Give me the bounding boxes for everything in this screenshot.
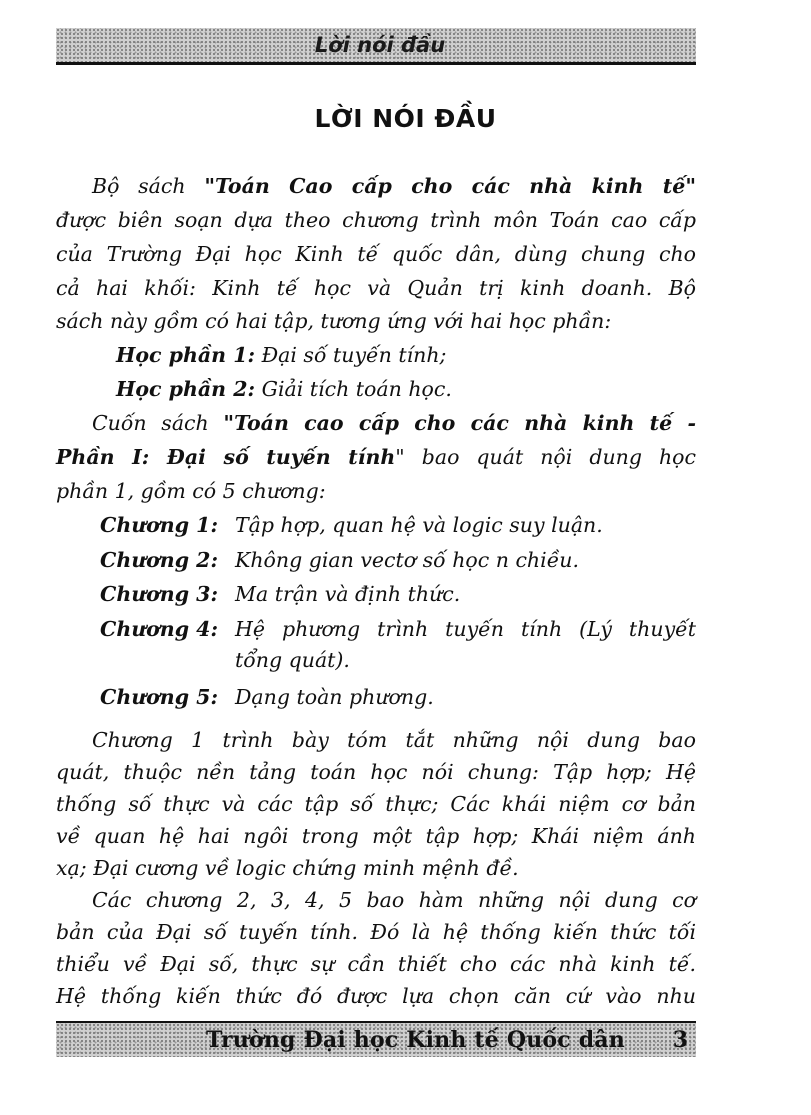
page-title: LỜI NÓI ĐẦU — [314, 104, 497, 133]
chapter-text: Dạng toàn phương. — [235, 685, 434, 709]
chapter-label: Chương 2: — [100, 548, 219, 572]
module-label: Học phần 2: — [116, 377, 256, 401]
chapter-label: Chương 1: — [100, 513, 219, 537]
module-item — [116, 375, 696, 403]
text-segment: Cuốn sách — [92, 411, 224, 435]
text-line — [56, 172, 696, 200]
text-segment: " bao quát nội dung học — [395, 445, 696, 469]
text-line: phần 1, gồm có 5 chương: — [56, 479, 326, 503]
chapter-text: Tập hợp, quan hệ và logic suy luận. — [235, 513, 603, 537]
chapter-text: Hệ phương trình tuyến tính (Lý thuyết — [235, 617, 696, 641]
chapter-text: Không gian vectơ số học n chiều. — [235, 548, 580, 572]
text-line: cả hai khối: Kinh tế học và Quản trị kinh doanh. Bộ — [56, 276, 696, 300]
module-text: Đại số tuyến tính; — [255, 343, 447, 367]
module-label: Học phần 1: — [116, 343, 256, 367]
book-title: Phần I: Đại số tuyến tính — [56, 445, 396, 469]
chapter-item — [100, 683, 696, 711]
chapter-text: Ma trận và định thức. — [235, 582, 461, 606]
chapter-item — [100, 615, 696, 643]
text-line: Các chương 2, 3, 4, 5 bao hàm những nội dung cơ — [92, 888, 696, 912]
text-line: thống số thực và các tập số thực; Các khái niệm cơ bản — [56, 792, 696, 816]
text-line: về quan hệ hai ngôi trong một tập hợp; Khái niệm ánh — [56, 824, 696, 848]
chapter-item — [100, 511, 696, 539]
text-line: bản của Đại số tuyến tính. Đó là hệ thống kiến thức tối — [56, 920, 696, 944]
text-line: quát, thuộc nền tảng toán học nói chung: Tập hợp; Hệ — [56, 760, 696, 784]
page-number: 3 — [672, 1027, 688, 1053]
text-line: Chương 1 trình bày tóm tắt những nội dung bao — [92, 728, 696, 752]
text-line — [56, 409, 696, 437]
text-line: xạ; Đại cương về logic chứng minh mệnh đề. — [56, 856, 519, 880]
footer-band — [56, 1023, 696, 1057]
header-band — [56, 28, 696, 62]
chapter-label: Chương 5: — [100, 685, 219, 709]
chapter-label: Chương 3: — [100, 582, 219, 606]
text-segment: Bộ sách — [92, 174, 205, 198]
chapter-text-continued: tổng quát). — [235, 648, 350, 672]
book-title: "Toán Cao cấp cho các nhà kinh tế" — [204, 174, 696, 198]
chapter-label: Chương 4: — [100, 617, 219, 641]
text-line: Hệ thống kiến thức đó được lựa chọn căn cứ vào nhu — [56, 984, 696, 1008]
header-rule — [56, 62, 696, 65]
header-label: Lời nói đầu — [314, 33, 446, 57]
chapter-item — [100, 580, 696, 608]
text-line — [56, 443, 696, 471]
chapter-item — [100, 546, 696, 574]
text-line: thiểu về Đại số, thực sự cần thiết cho các nhà kinh tế. — [56, 952, 696, 976]
module-item — [116, 341, 696, 369]
book-title: "Toán cao cấp cho các nhà kinh tế - — [223, 411, 696, 435]
text-line: sách này gồm có hai tập, tương ứng với hai học phần: — [56, 309, 612, 333]
footer-text: Trường Đại học Kinh tế Quốc dân — [206, 1027, 625, 1053]
module-text: Giải tích toán học. — [255, 377, 452, 401]
text-line: của Trường Đại học Kinh tế quốc dân, dùng chung cho — [56, 242, 696, 266]
text-line: được biên soạn dựa theo chương trình môn Toán cao cấp — [56, 208, 696, 232]
